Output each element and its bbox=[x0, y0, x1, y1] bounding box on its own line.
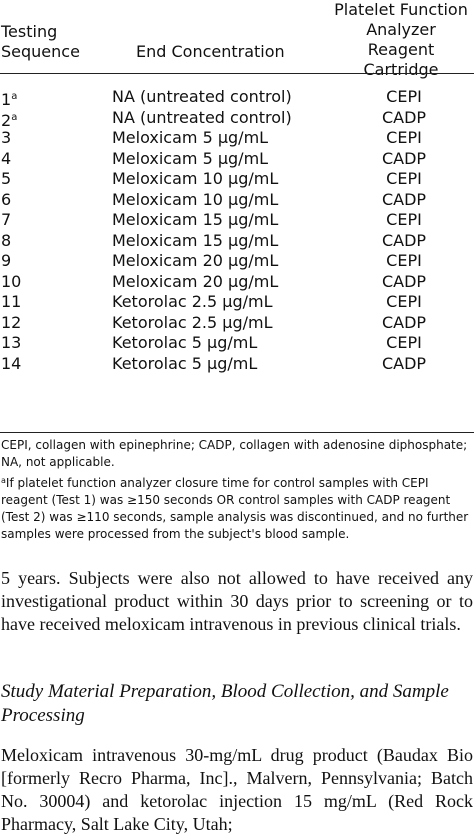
cell-end-concentration: Meloxicam 10 μg/mL bbox=[112, 189, 279, 209]
table-row bbox=[0, 189, 474, 210]
table-row bbox=[0, 209, 474, 230]
header-testing-sequence: Testing Sequence bbox=[1, 22, 80, 61]
cell-cartridge: CEPI bbox=[386, 169, 422, 188]
cell-cartridge: CADP bbox=[381, 148, 427, 168]
table-row bbox=[0, 353, 474, 374]
cell-cartridge: CADP bbox=[381, 353, 427, 373]
footnote-a-mark: a bbox=[1, 476, 6, 485]
table-row bbox=[0, 230, 474, 251]
sequence-number: 13 bbox=[1, 333, 22, 352]
sequence-number: 7 bbox=[1, 210, 12, 229]
cell-cartridge: CADP bbox=[381, 312, 427, 332]
table-row bbox=[0, 107, 474, 128]
cell-sequence bbox=[1, 291, 21, 312]
table-row bbox=[0, 168, 474, 189]
cell-cartridge: CADP bbox=[381, 189, 427, 209]
cell-sequence bbox=[1, 312, 21, 333]
sequence-number: 10 bbox=[1, 271, 22, 291]
sequence-number: 9 bbox=[1, 251, 12, 270]
table-row bbox=[0, 332, 474, 353]
sequence-number: 3 bbox=[1, 128, 12, 147]
table-header bbox=[0, 0, 474, 79]
cell-end-concentration: Meloxicam 15 μg/mL bbox=[112, 210, 279, 229]
header-rule bbox=[0, 73, 474, 74]
table-row bbox=[0, 291, 474, 312]
cell-end-concentration: Meloxicam 10 μg/mL bbox=[112, 169, 279, 188]
cell-end-concentration: NA (untreated control) bbox=[112, 107, 292, 127]
sequence-number: 6 bbox=[1, 189, 12, 209]
cell-end-concentration: Meloxicam 15 μg/mL bbox=[112, 230, 279, 250]
cell-end-concentration: Ketorolac 2.5 μg/mL bbox=[112, 292, 273, 311]
cell-end-concentration: Meloxicam 5 μg/mL bbox=[112, 128, 269, 147]
table-bottom-rule bbox=[0, 432, 474, 433]
cell-cartridge: CEPI bbox=[386, 251, 422, 270]
cell-cartridge: CADP bbox=[381, 271, 427, 291]
footnote-abbreviations: CEPI, collagen with epinephrine; CADP, collagen with adenosine diphosphate; NA, not applicable. bbox=[1, 438, 468, 469]
cell-cartridge: CADP bbox=[381, 230, 427, 250]
cell-end-concentration: Meloxicam 20 μg/mL bbox=[112, 251, 279, 270]
sequence-number: 2 bbox=[1, 110, 12, 130]
footnote-a bbox=[1, 472, 473, 543]
table-row bbox=[0, 86, 474, 107]
cell-cartridge: CADP bbox=[381, 107, 427, 127]
cell-end-concentration: Ketorolac 2.5 μg/mL bbox=[112, 312, 273, 332]
cell-sequence bbox=[1, 209, 11, 230]
table-row bbox=[0, 127, 474, 148]
cell-sequence bbox=[1, 250, 11, 271]
cell-cartridge: CEPI bbox=[386, 210, 422, 229]
cell-cartridge: CEPI bbox=[386, 333, 422, 352]
cell-sequence bbox=[1, 168, 11, 189]
cell-cartridge: CEPI bbox=[386, 87, 422, 106]
cell-sequence bbox=[1, 127, 11, 148]
cell-sequence bbox=[1, 189, 11, 210]
cell-sequence bbox=[1, 148, 11, 169]
cell-sequence bbox=[1, 271, 21, 292]
body-paragraph-2: Meloxicam intravenous 30-mg/mL drug product (Baudax Bio [formerly Recro Pharma, Inc]., Malvern, Pennsylvania; Batch No. 30004) and ketorolac injection 15 mg/mL (Red Rock Pharmacy, Salt Lake City, Utah; bbox=[1, 745, 473, 834]
table-row bbox=[0, 312, 474, 333]
footnote-a-text: If platelet function analyzer closure time for control samples with CEPI reagent (Test 1) was ≥150 seconds OR control samples with CADP reagent (Test 2) was ≥110 seconds, sample analysis was discontinued, and no further samples were processed from the subject's blood sample. bbox=[1, 476, 469, 541]
cell-cartridge: CEPI bbox=[386, 128, 422, 147]
sequence-number: 14 bbox=[1, 353, 22, 373]
table-row bbox=[0, 148, 474, 169]
cell-end-concentration: Ketorolac 5 μg/mL bbox=[112, 333, 258, 352]
cell-cartridge: CEPI bbox=[386, 292, 422, 311]
cell-sequence bbox=[1, 353, 21, 374]
table-footnotes bbox=[1, 437, 473, 544]
cell-end-concentration: Meloxicam 5 μg/mL bbox=[112, 148, 269, 168]
sequence-number: 5 bbox=[1, 169, 12, 188]
cell-end-concentration: NA (untreated control) bbox=[112, 87, 292, 106]
cell-sequence bbox=[1, 332, 21, 353]
section-heading: Study Material Preparation, Blood Collection, and Sample Processing bbox=[1, 681, 449, 726]
sequence-number: 4 bbox=[1, 148, 12, 168]
sequence-number: 8 bbox=[1, 230, 12, 250]
table-row bbox=[0, 271, 474, 292]
cell-sequence bbox=[1, 230, 11, 251]
sequence-number: 12 bbox=[1, 312, 22, 332]
table-row bbox=[0, 250, 474, 271]
footnote-marker: a bbox=[11, 111, 18, 123]
header-end-concentration: End Concentration bbox=[136, 42, 285, 61]
sequence-number: 11 bbox=[1, 292, 22, 311]
sequence-number: 1 bbox=[1, 90, 12, 109]
header-reagent-cartridge: Platelet Function Analyzer Reagent Cartridge bbox=[334, 0, 468, 79]
cell-end-concentration: Ketorolac 5 μg/mL bbox=[112, 353, 258, 373]
footnote-marker: a bbox=[11, 91, 18, 102]
body-paragraph-1: 5 years. Subjects were also not allowed to have received any investigational product within 30 days prior to screening or to have received meloxicam intravenous in previous clinical trials. bbox=[1, 568, 473, 634]
cell-end-concentration: Meloxicam 20 μg/mL bbox=[112, 271, 279, 291]
